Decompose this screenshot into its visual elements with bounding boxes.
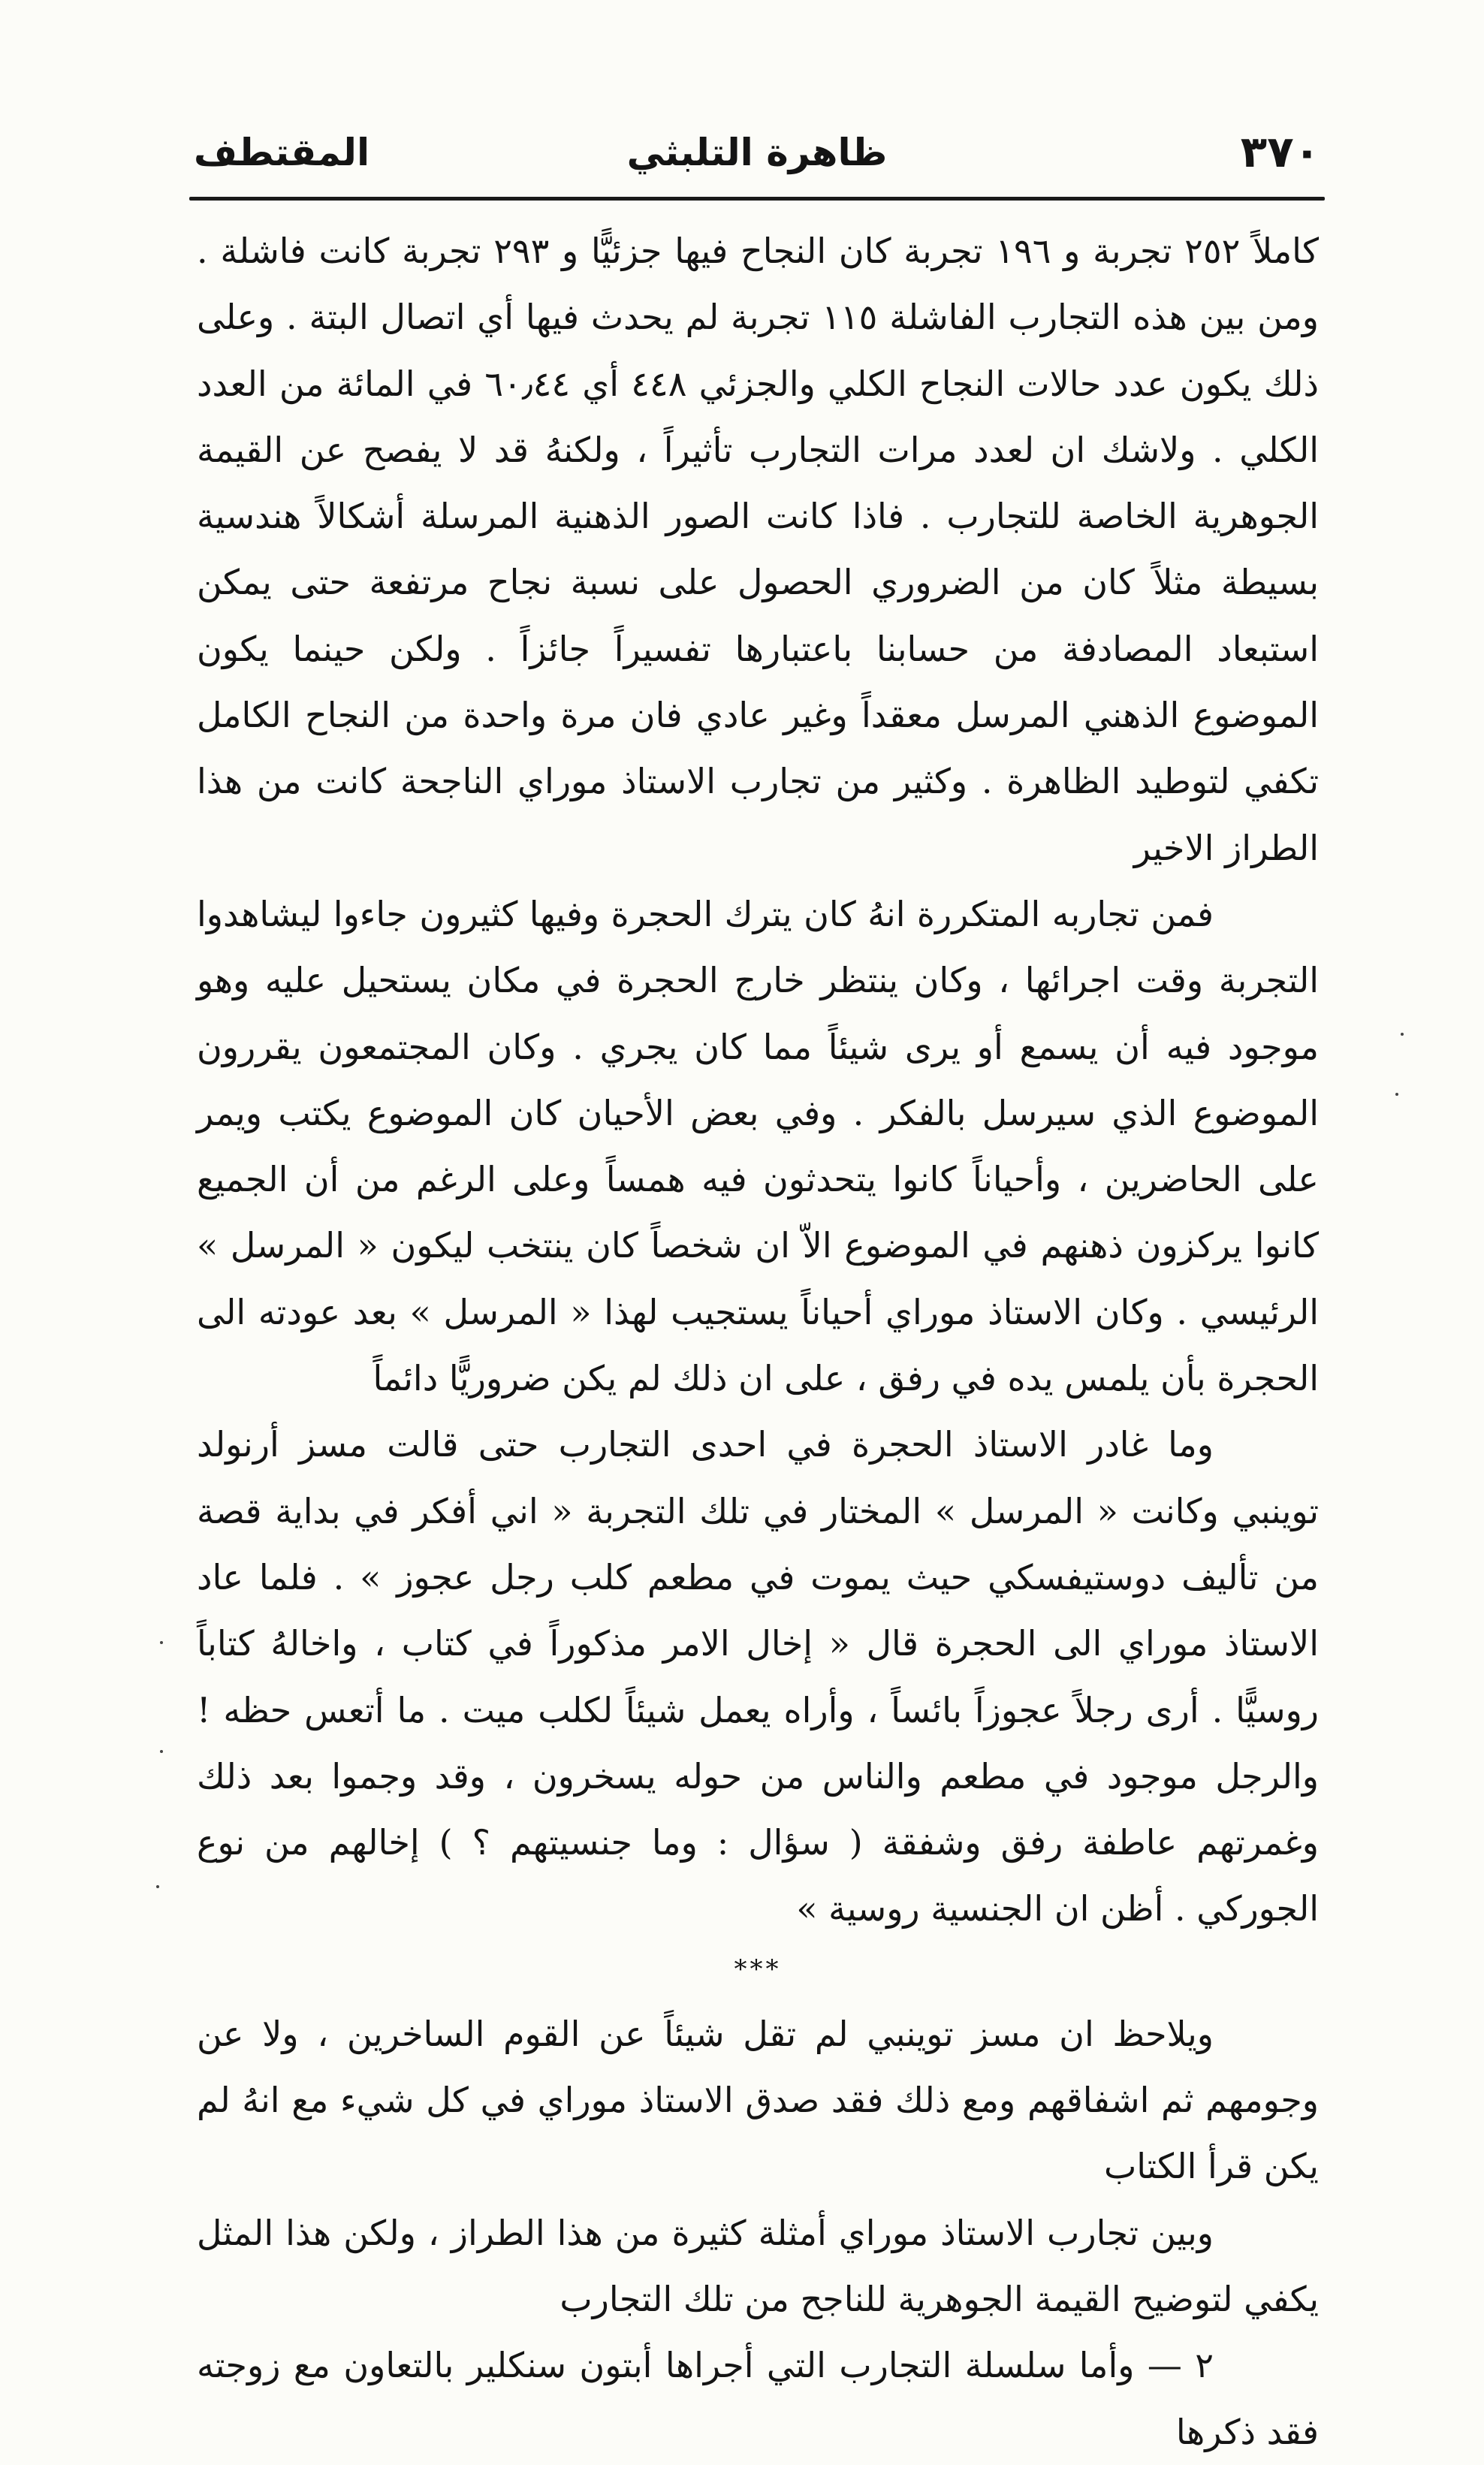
running-title: ظاهرة التلبثي — [626, 131, 888, 174]
scan-speck — [156, 1885, 159, 1888]
paragraph: فمن تجاربه المتكررة انهُ كان يترك الحجرة وفيها كثيرون جاءوا ليشاهدوا التجربة وقت اجرائها ، وكان ينتظر خارج الحجرة في مكان يستحيل عليه وهو موجود فيه أن يسمع أو يرى شيئاً مما كان يجري . وكان المجتمعون يقررون الموضوع الذي سيرسل بالفكر . وفي بعض الأحيان كان الموضوع يكتب ويمر على الحاضرين ، وأحياناً كانوا يتحدثون فيه همساً وعلى الرغم من أن الجميع كانوا يركزون ذهنهم في الموضوع الاّ ان شخصاً كان ينتخب ليكون « المرسل » الرئيسي . وكان الاستاذ موراي أحياناً يستجيب لهذا « المرسل » بعد عودته الى الحجرة بأن يلمس يده في رفق ، على ان ذلك لم يكن ضروريًّا دائماً — [197, 893, 1319, 1399]
page-header — [194, 126, 1320, 198]
paragraph: كاملاً ٢٥٢ تجربة و ١٩٦ تجربة كان النجاح فيها جزئيًّا و ٢٩٣ تجربة كانت فاشلة . ومن بين هذه التجارب الفاشلة ١١٥ تجربة لم يحدث فيها أي اتصال البتة . وعلى ذلك يكون عدد حالات النجاح الكلي والجزئي ٤٤٨ أي ٦٠٫٤٤ في المائة من العدد الكلي . ولاشك ان لعدد مرات التجارب تأثيراً ، ولكنهُ قد لا يفصح عن القيمة الجوهرية الخاصة للتجارب . فاذا كانت الصور الذهنية المرسلة أشكالاً هندسية بسيطة مثلاً كان من الضروري الحصول على نسبة نجاح مرتفعة حتى يمكن استبعاد المصادفة من حسابنا باعتبارها تفسيراً جائزاً . ولكن حينما يكون الموضوع الذهني المرسل معقداً وغير عادي فان مرة واحدة من النجاح الكامل تكفي لتوطيد الظاهرة . وكثير من تجارب الاستاذ موراي الناجحة كانت من هذا الطراز الاخير — [197, 231, 1320, 868]
header-rule — [189, 197, 1325, 201]
paragraph: وبين تجارب الاستاذ موراي أمثلة كثيرة من هذا الطراز ، ولكن هذا المثل يكفي لتوضيح القيمة الجوهرية للناجح من تلك التجارب — [197, 2212, 1319, 2319]
scan-speck — [1401, 1033, 1404, 1036]
paragraph: وما غادر الاستاذ الحجرة في احدى التجارب حتى قالت مسز أرنولد توينبي وكانت « المرسل » المختار في تلك التجربة « اني أفكر في بداية قصة من تأليف دوستيفسكي حيث يموت في مطعم كلب رجل عجوز » . فلما عاد الاستاذ موراي الى الحجرة قال « إخال الامر مذكوراً في كتاب ، واخالهُ كتاباً روسيًّا . أرى رجلاً عجوزاً بائساً ، وأراه يعمل شيئاً لكلب ميت . ما أتعس حظه ! والرجل موجود في مطعم والناس من حوله يسخرون ، وقد وجموا بعد ذلك وغمرتهم عاطفة رفق وشفقة ( سؤال : وما جنسيتهم ؟ ) إخالهم من نوع الجوركي . أظن ان الجنسية روسية » — [197, 1424, 1319, 1929]
paragraph: ٢ — وأما سلسلة التجارب التي أجراها أبتون سنكلير بالتعاون مع زوجته فقد ذكرها — [197, 2345, 1319, 2452]
section-separator: *** — [734, 1954, 782, 1984]
scan-speck — [160, 1750, 163, 1753]
journal-name: المقتطف — [194, 131, 370, 174]
article-body — [197, 218, 1319, 2465]
scan-speck — [160, 1641, 163, 1644]
page-number: ٣٧٠ — [1240, 126, 1320, 177]
paragraph: ويلاحظ ان مسز توينبي لم تقل شيئاً عن القوم الساخرين ، ولا عن وجومهم ثم اشفاقهم ومع ذلك فقد صدق الاستاذ موراي في كل شيء مع انهُ لم يكن قرأ الكتاب — [197, 2013, 1319, 2187]
scan-speck — [1395, 1093, 1398, 1096]
